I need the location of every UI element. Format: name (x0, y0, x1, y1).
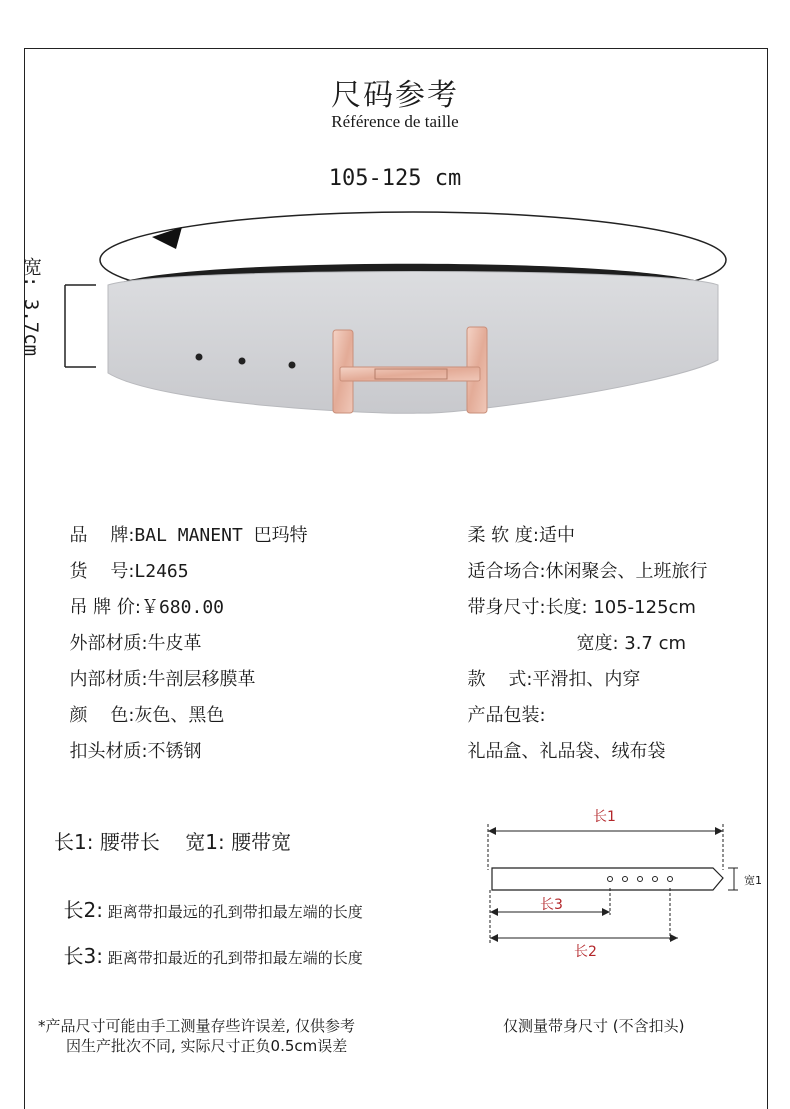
legend-text: 距离带扣最远的孔到带扣最左端的长度 (103, 903, 363, 921)
diagram-len3-label: 长3 (540, 897, 563, 913)
legend-key: 长2: (63, 898, 104, 922)
width-bracket (60, 282, 100, 372)
spec-left-6 (58, 716, 202, 763)
belt-hole (196, 354, 203, 361)
legend-line-2 (54, 876, 363, 923)
page-subtitle: Référence de taille (331, 112, 459, 131)
spec-value: L2465 (134, 561, 189, 582)
spec-value: 灰色、黑色 (134, 705, 225, 726)
legend-key: 长3: (63, 944, 104, 968)
legend-line-3 (54, 922, 363, 969)
spec-right-6 (456, 716, 665, 763)
belt-illustration (0, 205, 790, 435)
spec-label: 带身尺寸: (467, 597, 546, 618)
spec-value: BAL MANENT 巴玛特 (134, 525, 308, 546)
spec-value: 牛皮革 (147, 633, 202, 654)
belt-hole (289, 362, 296, 369)
legend-line-1: 长1: 腰带长 宽1: 腰带宽 (54, 830, 292, 854)
note-right: 仅测量带身尺寸 (不含扣头) (503, 1017, 685, 1035)
spec-value: 适中 (538, 525, 575, 546)
size-range: 105-125 cm (328, 166, 462, 191)
spec-label: 吊 牌 价: (69, 597, 141, 618)
belt-hole (239, 358, 246, 365)
measurement-diagram (480, 800, 780, 970)
spec-label: 款 式: (467, 669, 533, 690)
spec-label: 产品包装: (467, 705, 546, 726)
spec-label: 外部材质: (69, 633, 148, 654)
belt-width-label: 宽: 3.7cm (20, 257, 42, 357)
spec-value: 礼品盒、礼品袋、绒布袋 (467, 741, 666, 762)
spec-label: 适合场合: (467, 561, 546, 582)
spec-label: 内部材质: (69, 669, 148, 690)
spec-value: 不锈钢 (147, 741, 202, 762)
spec-value: 长度: 105-125cm (545, 597, 696, 618)
spec-label: 品 牌: (69, 525, 135, 546)
note-line-1: *产品尺寸可能由手工测量存些许误差, 仅供参考 (38, 1017, 356, 1035)
legend-text: 距离带扣最近的孔到带扣最左端的长度 (103, 949, 363, 967)
spec-label: 颜 色: (69, 705, 135, 726)
belt-strap (108, 272, 718, 414)
spec-label: 扣头材质: (69, 741, 148, 762)
spec-value: ￥680.00 (140, 597, 224, 618)
spec-value: 牛剖层移膜革 (147, 669, 256, 690)
note-line-2: 因生产批次不同, 实际尺寸正负0.5cm误差 (66, 1037, 348, 1055)
diagram-len1-label: 长1 (593, 809, 616, 825)
page-title: 尺码参考 (331, 78, 459, 113)
spec-value: 平滑扣、内穿 (532, 669, 641, 690)
diagram-len2-label: 长2 (574, 944, 597, 960)
spec-label: 柔 软 度: (467, 525, 539, 546)
spec-value: 休闲聚会、上班旅行 (545, 561, 708, 582)
diagram-width1-label: 宽1 (744, 874, 762, 887)
spec-label: 货 号: (69, 561, 135, 582)
spec-value: 宽度: 3.7 cm (576, 633, 687, 654)
